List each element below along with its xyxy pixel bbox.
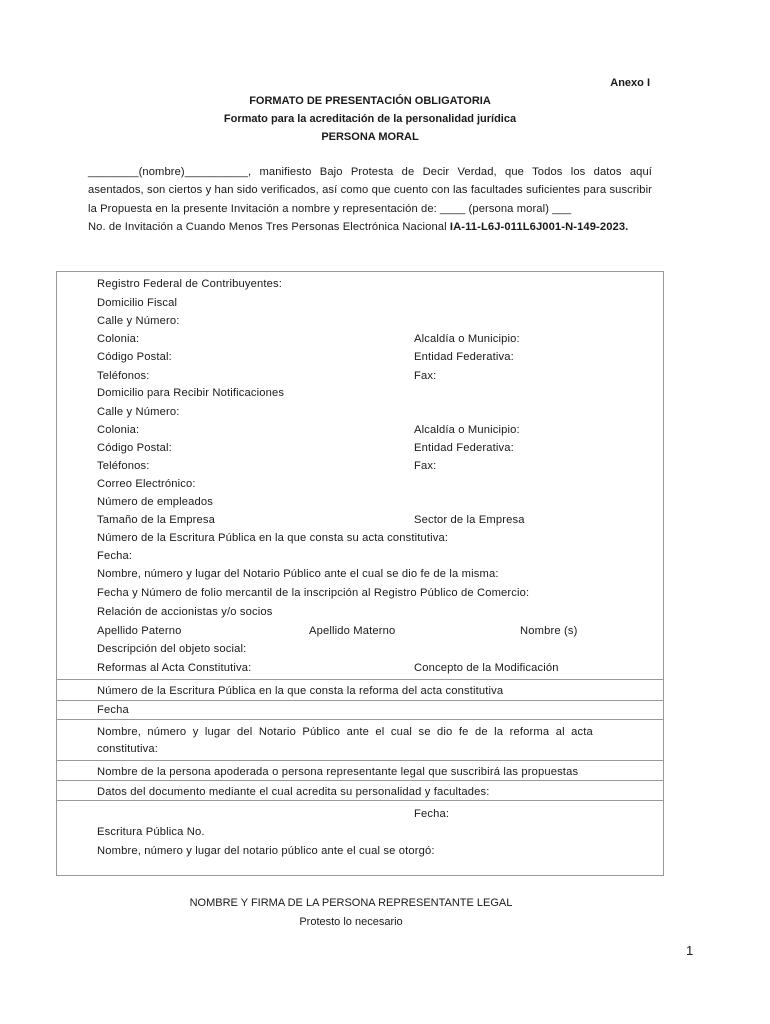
date-label: Fecha: bbox=[97, 550, 133, 562]
deed-number-label: Número de la Escritura Pública en la que consta su acta constitutiva: bbox=[97, 532, 449, 544]
document-type: PERSONA MORAL bbox=[321, 131, 419, 143]
reform-notary-label-cont: constitutiva: bbox=[97, 743, 159, 755]
form-divider bbox=[56, 800, 664, 801]
modification-concept-label: Concepto de la Modificación bbox=[414, 662, 559, 674]
reforms-label: Reformas al Acta Constitutiva: bbox=[97, 662, 252, 674]
company-sector-label: Sector de la Empresa bbox=[414, 514, 525, 526]
street-label: Calle y Número: bbox=[97, 406, 180, 418]
company-size-label: Tamaño de la Empresa bbox=[97, 514, 216, 526]
document-data-label: Datos del documento mediante el cual acredita su personalidad y facultades: bbox=[97, 786, 490, 798]
notary-label: Nombre, número y lugar del Notario Público ante el cual se dio fe de la misma: bbox=[97, 568, 499, 580]
state-label: Entidad Federativa: bbox=[414, 351, 514, 363]
document-deed-label: Escritura Pública No. bbox=[97, 826, 205, 838]
form-divider bbox=[56, 700, 664, 701]
page-number: 1 bbox=[686, 943, 694, 958]
rfc-label: Registro Federal de Contribuyentes: bbox=[97, 278, 282, 290]
invitation-number: IA-11-L6J-011L6J001-N-149-2023. bbox=[449, 220, 629, 233]
colonia-label: Colonia: bbox=[97, 424, 140, 436]
phones-label: Teléfonos: bbox=[97, 460, 150, 472]
invitation-prefix: No. de Invitación a Cuando Menos Tres Personas Electrónica Nacional bbox=[88, 220, 450, 233]
form-divider bbox=[56, 679, 664, 680]
protest-label: Protesto lo necesario bbox=[299, 916, 403, 928]
street-label: Calle y Número: bbox=[97, 315, 180, 327]
intro-paragraph bbox=[88, 163, 652, 236]
annex-label: Anexo I bbox=[610, 77, 650, 89]
reform-deed-label: Número de la Escritura Pública en la que consta la reforma del acta constitutiva bbox=[97, 685, 504, 697]
postal-code-label: Código Postal: bbox=[97, 351, 172, 363]
email-label: Correo Electrónico: bbox=[97, 478, 196, 490]
folio-label: Fecha y Número de folio mercantil de la inscripción al Registro Público de Comercio: bbox=[97, 587, 530, 599]
fiscal-address-label: Domicilio Fiscal bbox=[97, 297, 178, 309]
document-date-label: Fecha: bbox=[414, 808, 450, 820]
phones-label: Teléfonos: bbox=[97, 370, 150, 382]
document-notary-label: Nombre, número y lugar del notario público ante el cual se otorgó: bbox=[97, 845, 435, 857]
postal-code-label: Código Postal: bbox=[97, 442, 172, 454]
employees-label: Número de empleados bbox=[97, 496, 214, 508]
reform-notary-label: Nombre, número y lugar del Notario Público ante el cual se dio fe de la reforma al acta bbox=[97, 726, 593, 738]
state-label: Entidad Federativa: bbox=[414, 442, 514, 454]
alcaldia-label: Alcaldía o Municipio: bbox=[414, 333, 520, 345]
document-subtitle: Formato para la acreditación de la personalidad jurídica bbox=[223, 113, 517, 125]
alcaldia-label: Alcaldía o Municipio: bbox=[414, 424, 520, 436]
signature-label: NOMBRE Y FIRMA DE LA PERSONA REPRESENTANTE LEGAL bbox=[189, 897, 513, 909]
fax-label: Fax: bbox=[414, 370, 437, 382]
intro-text: ________(nombre)__________, manifiesto Bajo Protesta de Decir Verdad, que Todos los datos aquí asentados, son ciertos y han sido verificados, así como que cuento con las facultades suficientes para suscribir la Propuesta en la presente Invitación a nombre y representación de: ____ (persona moral) ___ bbox=[88, 166, 652, 215]
reform-date-label: Fecha bbox=[97, 704, 129, 716]
document-title: FORMATO DE PRESENTACIÓN OBLIGATORIA bbox=[249, 95, 491, 107]
form-divider bbox=[56, 760, 664, 761]
representative-label: Nombre de la persona apoderada o persona representante legal que suscribirá las propuestas bbox=[97, 766, 579, 778]
paternal-surname-label: Apellido Paterno bbox=[97, 625, 182, 637]
maternal-surname-label: Apellido Materno bbox=[309, 625, 396, 637]
fax-label: Fax: bbox=[414, 460, 437, 472]
shareholders-label: Relación de accionistas y/o socios bbox=[97, 606, 273, 618]
form-divider bbox=[56, 780, 664, 781]
colonia-label: Colonia: bbox=[97, 333, 140, 345]
given-names-label: Nombre (s) bbox=[520, 625, 578, 637]
form-divider bbox=[56, 719, 664, 720]
social-object-label: Descripción del objeto social: bbox=[97, 643, 247, 655]
notification-address-label: Domicilio para Recibir Notificaciones bbox=[97, 387, 285, 399]
